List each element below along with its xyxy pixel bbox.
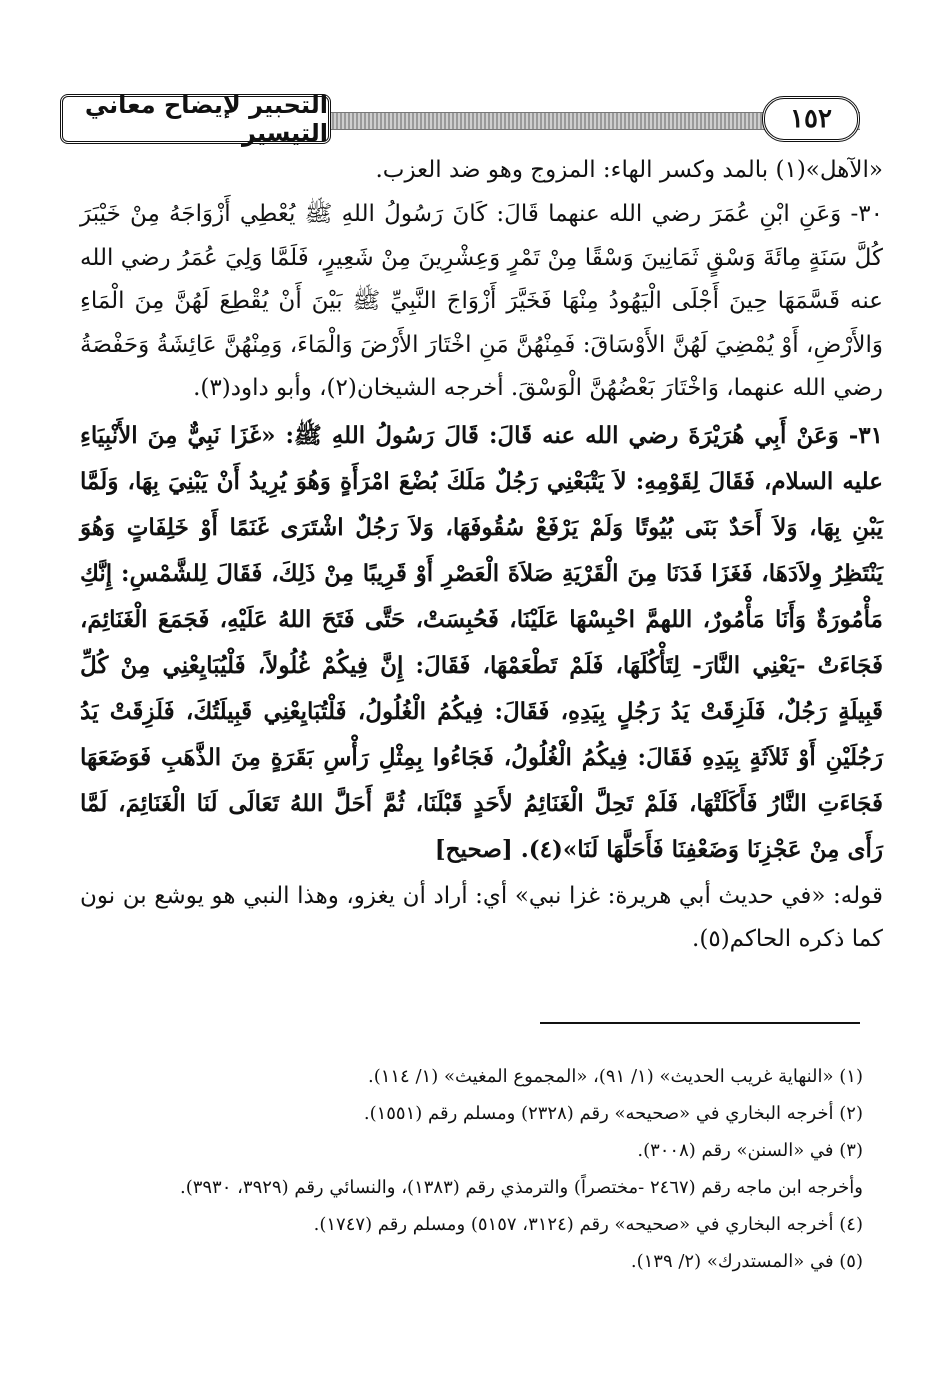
hadith-30: ٣٠- وَعَنِ ابْنِ عُمَرَ رضي الله عنهما قَالَ: كَانَ رَسُولُ اللهِ ﷺ يُعْطِي أَزْوَاجَهُ مِنْ خَيْبَرَ كُلَّ سَنَةٍ مِائَةَ وَسْقٍ ثَمَانِينَ وَسْقًا مِنْ تَمْرٍ وَعِشْرِينَ مِنْ شَعِيرٍ، فَلَمَّا وَلِيَ عُمَرُ رضي الله عنه قَسَّمَهَا حِينَ أَجْلَى الْيَهُودُ مِنْهَا فَخَيَّرَ أَزْوَاجَ النَّبِيِّ ﷺ بَيْنَ أَنْ يُقْطِعَ لَهُنَّ مِنَ الْمَاءِ وَالأَرْضِ، أَوْ يُمْضِيَ لَهُنَّ الأَوْسَاقَ: فَمِنْهُنَّ مَنِ اخْتَارَ الأَرْضَ وَالْمَاءَ، وَمِنْهُنَّ عَائِشَةُ وَحَفْصَةُ رضي الله عنهما، وَاخْتَارَ بَعْضُهُنَّ الْوَسْقَ. أخرجه الشيخان(٢)، وأبو داود(٣). xyxy=(80,201,883,401)
book-title: التحبير لإيضاح معاني التيسير xyxy=(60,94,331,144)
footnote-3-continued: وأخرجه ابن ماجه رقم (٢٤٦٧ -مختصراً) والترمذي رقم (١٣٨٣)، والنسائي رقم (٣٩٢٩، ٣٩٣٠). xyxy=(179,1177,863,1198)
footnote-divider xyxy=(540,1022,860,1024)
footnote-2: (٢) أخرجه البخاري في «صحيحه» رقم (٢٣٢٨) ومسلم رقم (١٥٥١). xyxy=(363,1103,863,1124)
footnote-5: (٥) في «المستدرك» (٢/ ١٣٩). xyxy=(630,1251,863,1272)
main-text xyxy=(80,150,883,962)
footnotes xyxy=(80,1058,863,1280)
page-header xyxy=(60,88,860,154)
footnote-3: (٣) في «السنن» رقم (٣٠٠٨). xyxy=(637,1140,863,1161)
page-number: ١٥٢ xyxy=(762,96,860,142)
intro-line: «الآهل»(١) بالمد وكسر الهاء: المزوج وهو ضد العزب. xyxy=(375,157,883,183)
hadith-31: ٣١- وَعَنْ أَبِي هُرَيْرَةَ رضي الله عنه قَالَ: قَالَ رَسُولُ اللهِ ﷺ: «غَزَا نَبِيٌّ مِنَ الأَنْبِيَاءِ عليه السلام، فَقَالَ لِقَوْمِهِ: لاَ يَتْبَعْنِي رَجُلٌ مَلَكَ بُضْعَ امْرَأَةٍ وَهُوَ يُرِيدُ أَنْ يَبْنِيَ بِهَا، وَلَمَّا يَبْنِ بِهَا، وَلاَ أَحَدٌ بَنَى بُيُوتًا وَلَمْ يَرْفَعْ سُقُوفَهَا، وَلاَ رَجُلٌ اشْتَرَى غَنَمًا أَوْ خَلِفَاتٍ وَهُوَ يَنْتَظِرُ وِلاَدَهَا، فَغَزَا فَدَنَا مِنَ الْقَرْيَةِ صَلاَةَ الْعَصْرِ أَوْ قَرِيبًا مِنْ ذَلِكَ، فَقَالَ لِلشَّمْسِ: إِنَّكِ مَأْمُورَةٌ وَأَنَا مَأْمُورٌ، اللهمَّ احْبِسْهَا عَلَيْنَا، فَحُبِسَتْ، حَتَّى فَتَحَ اللهُ عَلَيْهِ، فَجَمَعَ الْغَنَائِمَ، فَجَاءَتْ -يَعْنِي النَّارَ- لِتَأْكُلَهَا، فَلَمْ تَطْعَمْهَا، فَقَالَ: إِنَّ فِيكُمْ غُلُولاً، فَلْيُبَايِعْنِي مِنْ كُلِّ قَبِيلَةٍ رَجُلٌ، فَلَزِقَتْ يَدُ رَجُلٍ بِيَدِهِ، فَقَالَ: فِيكُمُ الْغُلُولُ، فَلْتُبَايِعْنِي قَبِيلَتُكَ، فَلَزِقَتْ يَدُ رَجُلَيْنِ أَوْ ثَلاَثَةٍ بِيَدِهِ فَقَالَ: فِيكُمُ الْغُلُولُ، فَجَاءُوا بِمِثْلِ رَأْسِ بَقَرَةٍ مِنَ الذَّهَبِ فَوَضَعَهَا فَجَاءَتِ النَّارُ فَأَكَلَتْهَا، فَلَمْ تَحِلَّ الْغَنَائِمُ لأَحَدٍ قَبْلَنَا، ثُمَّ أَحَلَّ اللهُ تَعَالَى لَنَا الْغَنَائِمَ، لَمَّا رَأَى مِنْ عَجْزِنَا وَضَعْفِنَا فَأَحَلَّهَا لَنَا»(٤). [صحيح] xyxy=(80,421,883,863)
footnote-1: (١) «النهاية غريب الحديث» (١/ ٩١)، «المجموع المغيث» (١/ ١١٤). xyxy=(367,1066,863,1087)
footnote-4: (٤) أخرجه البخاري في «صحيحه» رقم (٣١٢٤، ٥١٥٧) ومسلم رقم (١٧٤٧). xyxy=(313,1214,863,1235)
commentary-paragraph: قوله: «في حديث أبي هريرة: غزا نبي» أي: أراد أن يغزو، وهذا النبي هو يوشع بن نون كما ذكره الحاكم(٥). xyxy=(80,882,883,952)
